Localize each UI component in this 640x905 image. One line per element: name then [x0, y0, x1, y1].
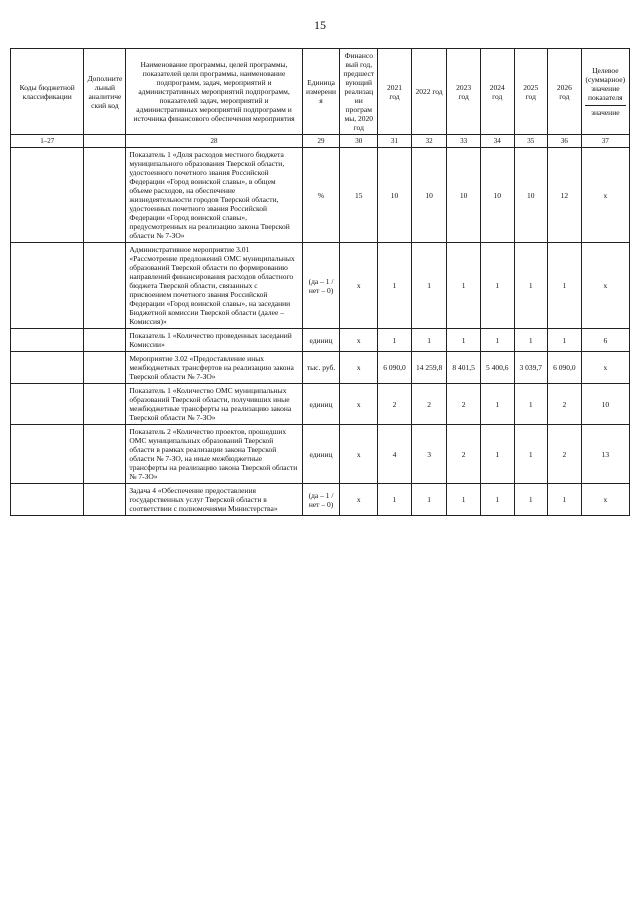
header-year-2026: 2026 год	[548, 49, 582, 135]
row-unit: %	[302, 148, 340, 243]
table-row	[11, 384, 630, 425]
col-number: 1–27	[11, 135, 84, 148]
row-value-2024: 5 400,6	[480, 352, 514, 384]
row-value-2023: 2	[447, 384, 481, 425]
budget-code-cell	[11, 148, 84, 243]
row-value-2022: 1	[411, 243, 447, 329]
row-unit: тыс. руб.	[302, 352, 340, 384]
table-row	[11, 329, 630, 352]
row-value-2020: х	[340, 384, 378, 425]
header-fin-year: Финансовый год, предшествующий реализации программы, 2020 год	[340, 49, 378, 135]
row-value-2021: 10	[378, 148, 412, 243]
header-target-label: Целевое (суммарное) значение показателя	[585, 66, 626, 102]
col-number: 36	[548, 135, 582, 148]
row-value-2026: 6 090,0	[548, 352, 582, 384]
row-text: Административное мероприятие 3.01 «Рассмотрение предложений ОМС муниципальных образований Тверской области по формированию направлений финансирования расходов областного бюджета Тверской области, связанных с присвоением почетного звания Российской Федерации «Город воинской славы», на заседании Бюджетной комиссии Тверской области (далее – Комиссия)»	[126, 243, 302, 329]
header-year-2023: 2023 год	[447, 49, 481, 135]
header-row	[11, 49, 630, 135]
additional-code-cell	[84, 384, 126, 425]
table-row	[11, 352, 630, 384]
row-value-2025: 1	[514, 425, 548, 484]
row-value-2025: 1	[514, 484, 548, 516]
budget-code-cell	[11, 425, 84, 484]
row-value-2024: 1	[480, 425, 514, 484]
table-row	[11, 243, 630, 329]
header-target	[581, 49, 629, 135]
header-year-2021: 2021 год	[378, 49, 412, 135]
col-number: 37	[581, 135, 629, 148]
row-value-2024: 1	[480, 484, 514, 516]
row-target: х	[581, 148, 629, 243]
row-unit: единиц	[302, 384, 340, 425]
budget-code-cell	[11, 352, 84, 384]
header-year-2024: 2024 год	[480, 49, 514, 135]
row-value-2020: х	[340, 425, 378, 484]
col-number: 30	[340, 135, 378, 148]
row-target: 10	[581, 384, 629, 425]
row-value-2021: 2	[378, 384, 412, 425]
row-value-2021: 1	[378, 329, 412, 352]
row-text: Показатель 2 «Количество проектов, прошедших ОМС муниципальных образований Тверской области в рамках реализации закона Тверской области № 7-ЗО, на иные межбюджетные трансферты на реализацию закона Тверской области № 7-ЗО»	[126, 425, 302, 484]
col-number: 31	[378, 135, 412, 148]
header-name: Наименование программы, целей программы, показателей цели программы, наименование подпрограмм, задач, мероприятий и административных мероприятий подпрограмм, показателей задач, мероприятий и административных мероприятий подпрограмм и источника финансового обеспечения мероприятия	[126, 49, 302, 135]
row-value-2023: 1	[447, 484, 481, 516]
row-value-2025: 1	[514, 329, 548, 352]
budget-code-cell	[11, 329, 84, 352]
col-number: 28	[126, 135, 302, 148]
row-value-2022: 1	[411, 484, 447, 516]
row-target: х	[581, 243, 629, 329]
row-text: Показатель 1 «Количество ОМС муниципальных образований Тверской области, получивших иные межбюджетные трансферты на реализацию закона Тверской области № 7-ЗО»	[126, 384, 302, 425]
row-value-2026: 12	[548, 148, 582, 243]
header-target-value: значение	[585, 105, 626, 117]
row-value-2026: 2	[548, 384, 582, 425]
row-value-2024: 1	[480, 384, 514, 425]
row-value-2021: 4	[378, 425, 412, 484]
row-value-2020: х	[340, 352, 378, 384]
row-value-2021: 1	[378, 484, 412, 516]
row-text: Задача 4 «Обеспечение предоставления государственных услуг Тверской области в соответствии с полномочиями Министерства»	[126, 484, 302, 516]
row-value-2026: 1	[548, 484, 582, 516]
row-value-2024: 10	[480, 148, 514, 243]
row-value-2020: х	[340, 484, 378, 516]
additional-code-cell	[84, 425, 126, 484]
header-year-2022: 2022 год	[411, 49, 447, 135]
col-number: 32	[411, 135, 447, 148]
row-value-2021: 1	[378, 243, 412, 329]
row-target: 13	[581, 425, 629, 484]
program-indicators-table	[10, 48, 630, 516]
additional-code-cell	[84, 352, 126, 384]
row-value-2023: 1	[447, 329, 481, 352]
table-row	[11, 148, 630, 243]
row-unit: (да – 1 / нет – 0)	[302, 243, 340, 329]
col-number: 34	[480, 135, 514, 148]
row-value-2022: 1	[411, 329, 447, 352]
col-number	[84, 135, 126, 148]
col-number: 35	[514, 135, 548, 148]
additional-code-cell	[84, 148, 126, 243]
row-target: 6	[581, 329, 629, 352]
row-value-2025: 3 039,7	[514, 352, 548, 384]
additional-code-cell	[84, 484, 126, 516]
row-value-2023: 8 401,5	[447, 352, 481, 384]
row-value-2022: 3	[411, 425, 447, 484]
row-target: х	[581, 352, 629, 384]
row-value-2026: 2	[548, 425, 582, 484]
row-value-2024: 1	[480, 329, 514, 352]
header-budget-classification: Коды бюджетной классификации	[11, 49, 84, 135]
row-value-2022: 14 259,8	[411, 352, 447, 384]
row-text: Показатель 1 «Доля расходов местного бюджета муниципального образования Тверской области, удостоенного почетного звания Российской Федерации «Город воинской славы», в общем объеме расходов, на обеспечение жизнедеятельности городов Тверской области, удостоенных почетного звания Российской Федерации «Город воинской славы», предусмотренных на реализацию закона Тверской области № 7-ЗО»	[126, 148, 302, 243]
page-number: 15	[314, 18, 326, 32]
additional-code-cell	[84, 243, 126, 329]
row-value-2023: 10	[447, 148, 481, 243]
table-row	[11, 484, 630, 516]
row-value-2025: 1	[514, 384, 548, 425]
row-value-2025: 10	[514, 148, 548, 243]
row-value-2022: 2	[411, 384, 447, 425]
row-value-2026: 1	[548, 329, 582, 352]
col-number: 33	[447, 135, 481, 148]
row-value-2020: х	[340, 329, 378, 352]
row-text: Мероприятие 3.02 «Предоставление иных межбюджетных трансфертов на реализацию закона Тверской области № 7-ЗО»	[126, 352, 302, 384]
row-value-2025: 1	[514, 243, 548, 329]
column-number-row	[11, 135, 630, 148]
header-unit: Единица измерения	[302, 49, 340, 135]
row-value-2022: 10	[411, 148, 447, 243]
row-value-2023: 2	[447, 425, 481, 484]
header-year-2025: 2025 год	[514, 49, 548, 135]
row-unit: единиц	[302, 425, 340, 484]
row-text: Показатель 1 «Количество проведенных заседаний Комиссии»	[126, 329, 302, 352]
row-unit: (да – 1 / нет – 0)	[302, 484, 340, 516]
budget-code-cell	[11, 384, 84, 425]
table-row	[11, 425, 630, 484]
row-value-2020: 15	[340, 148, 378, 243]
row-value-2023: 1	[447, 243, 481, 329]
budget-code-cell	[11, 243, 84, 329]
row-target: х	[581, 484, 629, 516]
col-number: 29	[302, 135, 340, 148]
additional-code-cell	[84, 329, 126, 352]
row-value-2026: 1	[548, 243, 582, 329]
row-value-2021: 6 090,0	[378, 352, 412, 384]
row-value-2020: х	[340, 243, 378, 329]
budget-code-cell	[11, 484, 84, 516]
row-value-2024: 1	[480, 243, 514, 329]
header-additional-code: Дополнительный аналитический код	[84, 49, 126, 135]
row-unit: единиц	[302, 329, 340, 352]
